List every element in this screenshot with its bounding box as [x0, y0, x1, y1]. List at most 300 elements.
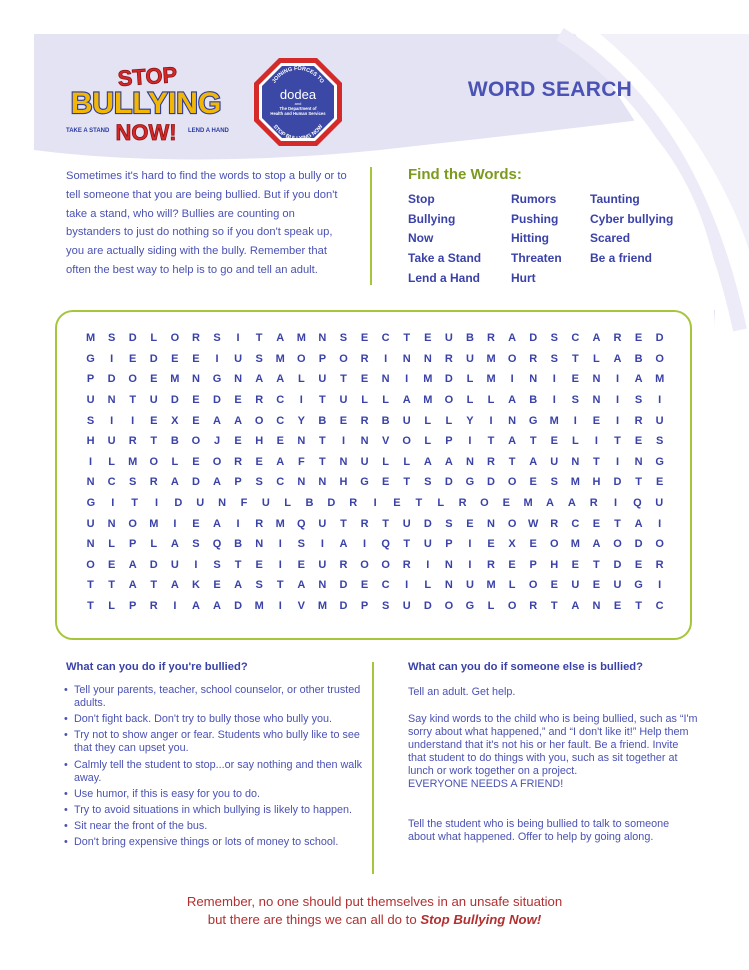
- grid-letter: I: [278, 538, 282, 551]
- grid-letter: A: [234, 414, 243, 427]
- grid-letter: L: [403, 455, 411, 468]
- word-list-item: Take a Stand: [408, 251, 482, 266]
- grid-letter: E: [550, 435, 558, 448]
- grid-letter: I: [173, 600, 177, 613]
- grid-letter: O: [655, 538, 664, 551]
- grid-letter: R: [589, 497, 598, 510]
- word-list-item: Rumors: [511, 192, 557, 206]
- grid-letter: A: [508, 332, 517, 345]
- grid-letter: I: [215, 352, 219, 365]
- grid-letter: S: [445, 517, 453, 530]
- grid-letter: M: [570, 476, 580, 489]
- grid-letter: O: [402, 435, 411, 448]
- word-search-grid: [80, 328, 670, 616]
- grid-letter: U: [149, 394, 158, 407]
- grid-letter: L: [424, 435, 432, 448]
- grid-letter: A: [297, 579, 306, 592]
- grid-letter: R: [360, 517, 369, 530]
- grid-letter: F: [297, 455, 305, 468]
- grid-letter: C: [381, 332, 390, 345]
- grid-letter: R: [339, 558, 348, 571]
- grid-letter: S: [255, 579, 263, 592]
- grid-letter: A: [234, 579, 243, 592]
- grid-letter: A: [170, 476, 179, 489]
- grid-letter: R: [360, 414, 369, 427]
- grid-letter: R: [349, 497, 358, 510]
- grid-letter: U: [170, 558, 179, 571]
- list-item: • Use humor, if this is easy for you to do.: [64, 787, 261, 800]
- grid-letter: K: [191, 579, 200, 592]
- right-question-title: What can you do if someone else is bullied?: [408, 661, 643, 673]
- grid-letter: T: [593, 455, 600, 468]
- grid-letter: L: [150, 332, 158, 345]
- grid-letter: T: [550, 600, 558, 613]
- grid-letter: R: [402, 558, 411, 571]
- grid-letter: Y: [297, 414, 305, 427]
- dodea-sub3: Health and Human Services: [270, 111, 326, 116]
- word-list-item: Be a friend: [590, 251, 653, 266]
- grid-letter: O: [128, 373, 137, 386]
- grid-letter: L: [445, 414, 453, 427]
- grid-letter: S: [655, 435, 664, 448]
- grid-letter: G: [360, 476, 369, 489]
- grid-letter: L: [508, 579, 516, 592]
- grid-letter: D: [149, 352, 158, 365]
- grid-letter: N: [444, 558, 453, 571]
- grid-letter: E: [634, 558, 643, 571]
- grid-letter: I: [110, 414, 114, 427]
- grid-letter: R: [458, 497, 467, 510]
- grid-letter: L: [571, 435, 579, 448]
- grid-letter: E: [360, 579, 369, 592]
- bottom-divider: [372, 662, 374, 874]
- grid-letter: A: [592, 538, 601, 551]
- word-list-item: Stop: [408, 192, 435, 206]
- grid-letter: L: [487, 394, 495, 407]
- grid-letter: M: [423, 373, 433, 386]
- grid-letter: E: [655, 476, 664, 489]
- grid-letter: A: [276, 332, 285, 345]
- grid-letter: P: [86, 373, 95, 386]
- stop-bullying-logo: [62, 60, 230, 146]
- grid-letter: L: [466, 394, 474, 407]
- grid-letter: E: [592, 517, 601, 530]
- footer-message: [100, 893, 649, 929]
- find-words-title: Find the Words:: [408, 166, 522, 183]
- grid-letter: U: [465, 579, 474, 592]
- grid-letter: A: [191, 600, 200, 613]
- grid-letter: M: [423, 394, 433, 407]
- grid-letter: L: [150, 538, 158, 551]
- grid-letter: D: [170, 394, 179, 407]
- grid-row: [80, 534, 670, 555]
- grid-letter: M: [655, 373, 665, 386]
- grid-letter: A: [128, 579, 137, 592]
- grid-letter: E: [297, 558, 305, 571]
- grid-letter: E: [571, 373, 579, 386]
- grid-letter: A: [170, 538, 179, 551]
- top-divider: [370, 167, 372, 285]
- grid-letter: R: [234, 455, 243, 468]
- grid-letter: I: [363, 538, 367, 551]
- grid-letter: J: [213, 435, 221, 448]
- grid-letter: Q: [381, 538, 390, 551]
- grid-letter: O: [191, 435, 201, 448]
- grid-letter: A: [213, 476, 221, 489]
- grid-letter: S: [550, 352, 558, 365]
- dodea-sub2: The Department of: [279, 106, 317, 111]
- grid-letter: E: [634, 332, 643, 345]
- grid-letter: N: [297, 435, 306, 448]
- grid-letter: B: [465, 332, 474, 345]
- word-list-col2: [511, 190, 562, 289]
- grid-letter: M: [128, 455, 138, 468]
- grid-letter: O: [613, 538, 622, 551]
- grid-letter: L: [424, 579, 432, 592]
- grid-letter: L: [108, 538, 115, 551]
- grid-letter: O: [444, 600, 454, 613]
- grid-letter: D: [339, 600, 348, 613]
- word-list-item: Taunting: [590, 192, 640, 206]
- grid-letter: E: [550, 579, 558, 592]
- grid-letter: O: [86, 558, 95, 571]
- grid-letter: N: [339, 455, 348, 468]
- grid-row: [80, 349, 670, 370]
- grid-letter: P: [129, 538, 137, 551]
- grid-letter: A: [546, 497, 554, 510]
- grid-letter: E: [360, 332, 369, 345]
- list-item: • Calmly tell the student to stop...or say nothing and then walk away.: [64, 758, 363, 784]
- grid-row: [80, 513, 670, 534]
- logo-bullying-text: BULLYING: [70, 87, 222, 120]
- grid-letter: I: [405, 579, 409, 592]
- grid-letter: T: [319, 394, 326, 407]
- grid-letter: E: [393, 497, 401, 510]
- grid-letter: I: [489, 414, 493, 427]
- grid-letter: I: [194, 558, 198, 571]
- grid-letter: E: [150, 373, 158, 386]
- grid-letter: C: [571, 517, 580, 530]
- grid-letter: Q: [212, 538, 222, 551]
- grid-letter: A: [276, 455, 285, 468]
- grid-letter: N: [318, 579, 327, 592]
- grid-letter: I: [405, 373, 409, 386]
- grid-letter: N: [571, 455, 580, 468]
- grid-letter: O: [339, 352, 348, 365]
- grid-letter: E: [487, 538, 495, 551]
- grid-letter: R: [613, 332, 622, 345]
- grid-letter: S: [339, 332, 348, 345]
- grid-letter: N: [487, 517, 495, 530]
- grid-letter: E: [255, 558, 263, 571]
- grid-letter: E: [192, 414, 200, 427]
- grid-letter: E: [424, 332, 432, 345]
- grid-letter: I: [384, 352, 388, 365]
- grid-letter: N: [234, 373, 243, 386]
- grid-letter: R: [634, 414, 643, 427]
- grid-letter: B: [318, 414, 327, 427]
- grid-letter: R: [444, 352, 453, 365]
- grid-letter: D: [107, 373, 116, 386]
- grid-letter: U: [86, 517, 95, 530]
- grid-letter: T: [614, 435, 621, 448]
- grid-letter: N: [634, 455, 643, 468]
- grid-letter: S: [107, 332, 116, 345]
- grid-letter: N: [592, 600, 601, 613]
- grid-letter: O: [297, 352, 306, 365]
- grid-letter: L: [487, 600, 495, 613]
- grid-letter: Q: [633, 497, 642, 510]
- grid-letter: N: [107, 517, 116, 530]
- grid-letter: I: [552, 394, 556, 407]
- grid-letter: F: [240, 497, 248, 510]
- grid-letter: N: [465, 455, 474, 468]
- grid-letter: R: [655, 558, 664, 571]
- grid-letter: E: [129, 352, 137, 365]
- grid-letter: H: [86, 435, 95, 448]
- dodea-bottom-arc: STOP BULLYING NOW: [271, 123, 325, 143]
- grid-letter: G: [465, 600, 475, 613]
- grid-letter: D: [444, 373, 453, 386]
- grid-letter: U: [196, 497, 205, 510]
- grid-letter: I: [615, 414, 620, 427]
- grid-letter: L: [284, 497, 292, 510]
- grid-letter: O: [507, 600, 517, 613]
- grid-letter: A: [508, 394, 517, 407]
- grid-letter: T: [529, 435, 537, 448]
- grid-letter: R: [487, 455, 495, 468]
- grid-letter: E: [255, 455, 263, 468]
- grid-letter: M: [486, 373, 496, 386]
- grid-letter: B: [529, 394, 538, 407]
- grid-letter: T: [87, 600, 94, 613]
- grid-letter: L: [437, 497, 445, 510]
- grid-letter: R: [128, 435, 137, 448]
- grid-letter: O: [528, 579, 538, 592]
- grid-letter: U: [423, 538, 432, 551]
- grid-letter: A: [508, 435, 517, 448]
- footer-line1: Remember, no one should put themselves in an unsafe situation: [186, 894, 563, 909]
- grid-letter: E: [192, 352, 200, 365]
- grid-letter: L: [382, 394, 389, 407]
- grid-letter: H: [339, 476, 348, 489]
- grid-letter: D: [128, 332, 137, 345]
- grid-letter: N: [508, 414, 517, 427]
- grid-letter: T: [129, 394, 137, 407]
- grid-letter: C: [276, 476, 285, 489]
- grid-letter: R: [487, 332, 495, 345]
- grid-letter: O: [549, 538, 559, 551]
- grid-letter: D: [423, 600, 432, 613]
- logo-stop-text: STOP: [116, 61, 179, 92]
- grid-letter: A: [213, 414, 221, 427]
- word-list-item: Hurt: [511, 270, 536, 285]
- grid-letter: L: [361, 394, 368, 407]
- grid-letter: B: [305, 497, 314, 510]
- dodea-sub1: and: [294, 101, 302, 106]
- list-item: • Sit near the front of the bus.: [64, 820, 208, 833]
- grid-letter: M: [486, 352, 496, 365]
- list-item: • Don't bring expensive things or lots of money to school.: [64, 836, 339, 849]
- word-list-item: Lend a Hand: [408, 270, 481, 285]
- grid-letter: E: [192, 394, 200, 407]
- grid-letter: I: [236, 332, 240, 345]
- grid-letter: O: [149, 455, 159, 468]
- grid-letter: N: [592, 373, 601, 386]
- grid-letter: U: [613, 579, 622, 592]
- grid-letter: T: [403, 476, 411, 489]
- grid-row: [80, 493, 670, 514]
- grid-letter: G: [465, 476, 475, 489]
- grid-letter: N: [86, 538, 95, 551]
- grid-letter: L: [382, 455, 389, 468]
- grid-letter: D: [655, 332, 664, 345]
- grid-letter: T: [415, 497, 423, 510]
- grid-letter: B: [234, 538, 243, 551]
- grid-letter: M: [149, 517, 159, 530]
- grid-letter: S: [213, 332, 221, 345]
- dodea-logo: [253, 57, 343, 147]
- grid-letter: T: [614, 517, 621, 530]
- grid-letter: T: [108, 579, 115, 592]
- grid-letter: R: [529, 352, 538, 365]
- grid-letter: R: [360, 352, 369, 365]
- grid-letter: G: [528, 414, 538, 427]
- logo-now-text: NOW!: [115, 120, 177, 145]
- grid-letter: A: [423, 455, 432, 468]
- grid-letter: I: [278, 558, 282, 571]
- grid-letter: P: [234, 476, 242, 489]
- grid-letter: E: [502, 497, 510, 510]
- grid-letter: C: [381, 579, 390, 592]
- grid-letter: C: [655, 600, 664, 613]
- grid-letter: S: [550, 332, 558, 345]
- footer-emphasis: Stop Bullying Now!: [420, 912, 542, 927]
- grid-letter: T: [403, 332, 411, 345]
- grid-letter: D: [174, 497, 183, 510]
- grid-letter: S: [129, 476, 137, 489]
- grid-letter: G: [86, 352, 95, 365]
- grid-letter: U: [107, 435, 116, 448]
- grid-letter: A: [592, 332, 601, 345]
- grid-letter: O: [254, 414, 264, 427]
- grid-letter: E: [381, 476, 390, 489]
- grid-letter: O: [480, 497, 489, 510]
- grid-letter: U: [318, 517, 327, 530]
- grid-row: [80, 431, 670, 452]
- grid-letter: D: [213, 394, 221, 407]
- grid-row: [80, 555, 670, 576]
- grid-letter: I: [594, 435, 598, 448]
- grid-letter: N: [86, 476, 95, 489]
- grid-letter: A: [567, 497, 576, 510]
- grid-letter: G: [634, 579, 643, 592]
- grid-letter: N: [381, 373, 390, 386]
- grid-letter: A: [634, 373, 643, 386]
- right-paragraph-2: Say kind words to the child who is being bullied, such as “I'm sorry about what happened,” and “I don't like it!” Help them understand that it's not his or her fault. Be a friend. Invite that student to do things with you, such as sit together at lunch or work together on a project. EVERYONE NEEDS A FRIEND!: [408, 713, 698, 790]
- grid-row: [80, 452, 670, 473]
- grid-letter: N: [218, 497, 227, 510]
- grid-letter: E: [276, 435, 284, 448]
- grid-letter: P: [529, 558, 537, 571]
- grid-letter: B: [634, 352, 643, 365]
- grid-letter: U: [655, 414, 664, 427]
- grid-letter: E: [529, 476, 537, 489]
- grid-letter: I: [236, 517, 240, 530]
- word-list-item: Cyber bullying: [590, 211, 674, 226]
- grid-letter: T: [635, 600, 642, 613]
- grid-letter: D: [487, 476, 495, 489]
- grid-letter: E: [192, 517, 200, 530]
- grid-letter: D: [327, 497, 336, 510]
- grid-letter: I: [154, 497, 159, 510]
- grid-letter: I: [468, 538, 472, 551]
- grid-letter: I: [373, 497, 377, 510]
- grid-letter: A: [444, 455, 453, 468]
- grid-letter: A: [634, 517, 643, 530]
- grid-letter: I: [614, 497, 618, 510]
- grid-letter: N: [423, 352, 432, 365]
- grid-letter: S: [634, 394, 643, 407]
- grid-letter: Q: [297, 517, 306, 530]
- grid-letter: T: [150, 579, 158, 592]
- grid-letter: I: [341, 435, 345, 448]
- grid-letter: M: [170, 373, 180, 386]
- grid-letter: N: [191, 373, 200, 386]
- dodea-top-arc: JOINING FORCES TO: [271, 65, 325, 85]
- grid-letter: M: [549, 414, 559, 427]
- grid-letter: M: [254, 600, 264, 613]
- grid-letter: H: [592, 476, 601, 489]
- grid-letter: T: [382, 517, 389, 530]
- grid-letter: E: [192, 455, 200, 468]
- grid-letter: I: [278, 600, 282, 613]
- grid-letter: I: [615, 373, 620, 386]
- grid-letter: R: [149, 476, 158, 489]
- intro-paragraph: Sometimes it's hard to find the words to stop a bully or to tell someone that you are being bullied. But if you don't take a stand, who will? Bullies are counting on bystanders to just do nothing so if you don't speak up, you are actually siding with the bully. Remember that often the best way to help is to go and tell an adult.: [66, 170, 347, 276]
- grid-letter: M: [275, 517, 285, 530]
- grid-letter: I: [615, 455, 620, 468]
- grid-letter: U: [360, 455, 369, 468]
- grid-letter: X: [171, 414, 179, 427]
- grid-row: [80, 369, 670, 390]
- grid-letter: E: [592, 579, 601, 592]
- grid-letter: E: [339, 414, 348, 427]
- grid-letter: C: [571, 332, 580, 345]
- grid-letter: U: [402, 414, 411, 427]
- grid-letter: D: [423, 517, 432, 530]
- grid-letter: G: [86, 497, 96, 510]
- grid-letter: D: [444, 476, 453, 489]
- grid-letter: S: [424, 476, 432, 489]
- grid-letter: M: [85, 332, 96, 345]
- grid-row: [80, 472, 670, 493]
- grid-letter: R: [529, 600, 538, 613]
- grid-letter: O: [444, 394, 454, 407]
- grid-letter: E: [634, 435, 643, 448]
- grid-letter: A: [529, 455, 538, 468]
- grid-letter: E: [613, 600, 622, 613]
- grid-row: [80, 328, 670, 349]
- grid-row: [80, 575, 670, 596]
- grid-letter: O: [655, 352, 664, 365]
- grid-letter: H: [550, 558, 559, 571]
- grid-letter: T: [571, 352, 579, 365]
- grid-letter: S: [192, 538, 200, 551]
- word-list-col1: [408, 190, 481, 289]
- grid-letter: I: [299, 394, 303, 407]
- word-list-item: Scared: [590, 231, 631, 246]
